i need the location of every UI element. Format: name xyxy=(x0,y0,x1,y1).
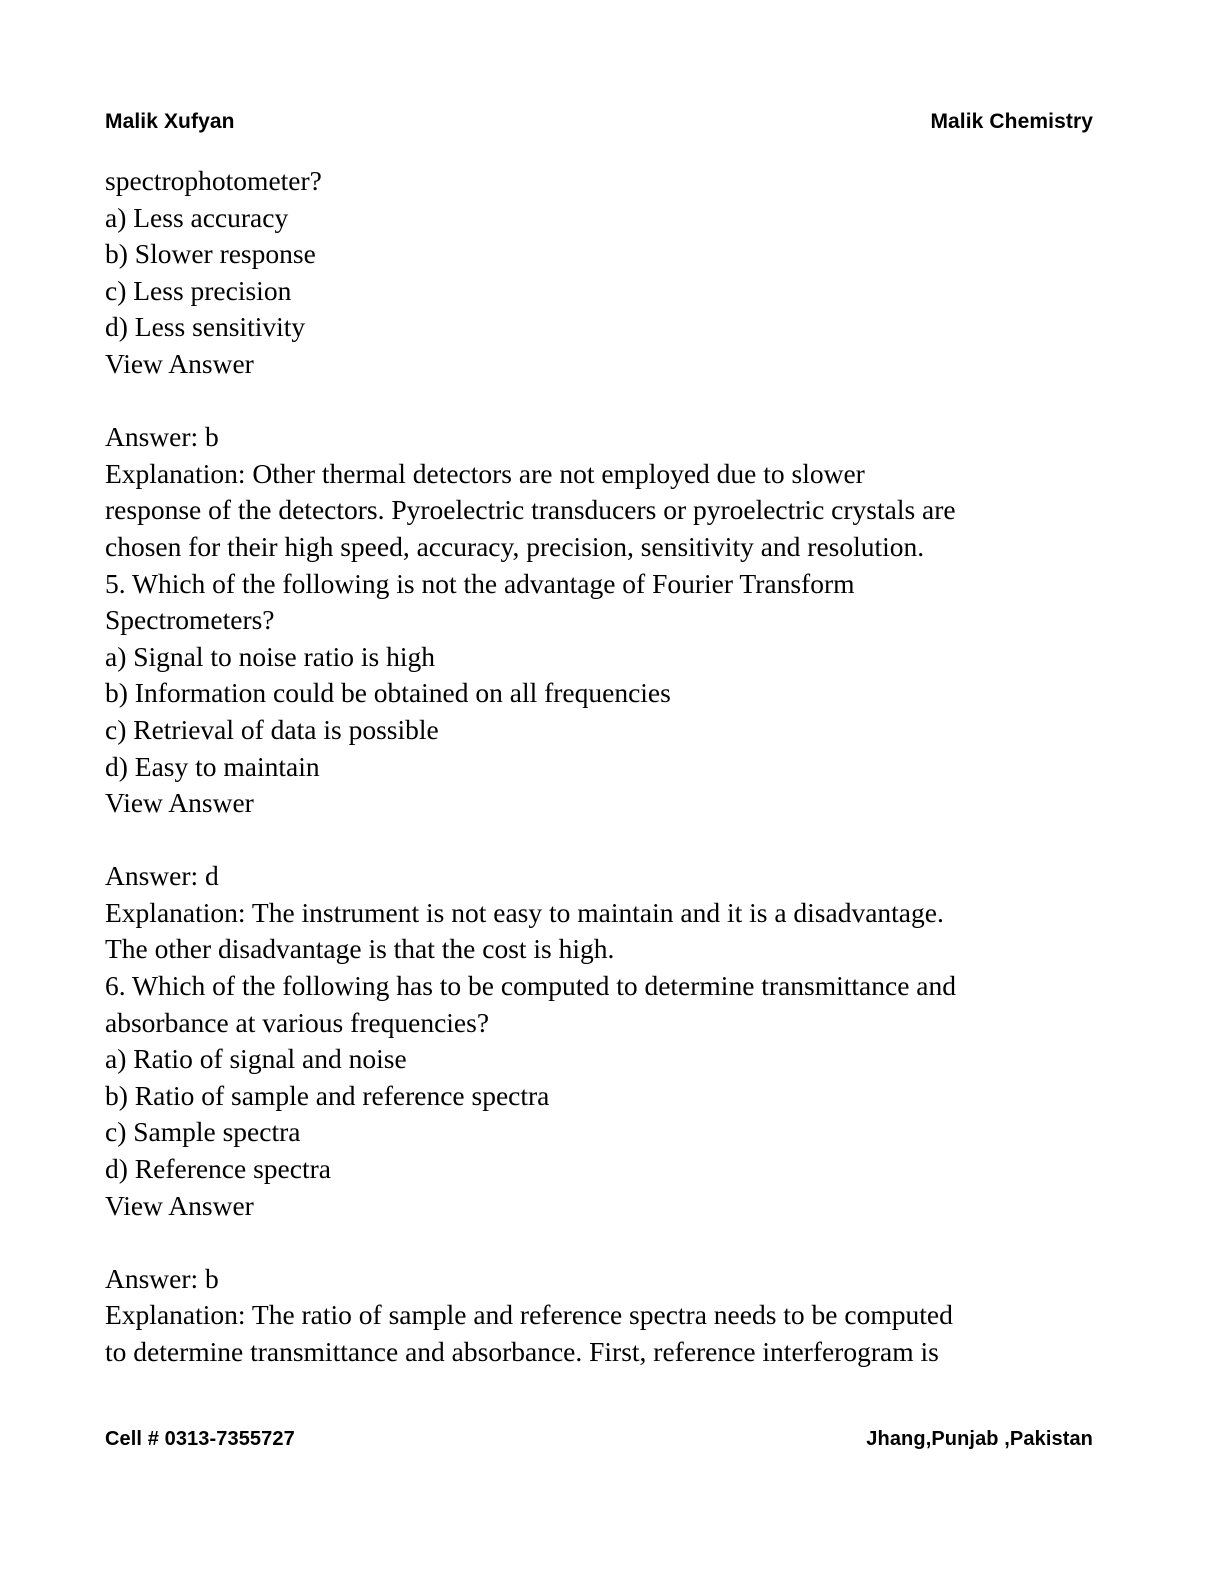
text-line: to determine transmittance and absorbance. First, reference interferogram is xyxy=(105,1336,939,1367)
text-line: b) Ratio of sample and reference spectra xyxy=(105,1079,550,1111)
text-line: d) Reference spectra xyxy=(105,1153,331,1185)
text-line: c) Sample spectra xyxy=(105,1116,301,1148)
page-header xyxy=(105,110,1093,134)
text-line: d) Less sensitivity xyxy=(105,311,306,343)
text-line: chosen for their high speed, accuracy, precision, sensitivity and resolution. xyxy=(105,530,925,562)
text-line: Explanation: Other thermal detectors are not employed due to slower xyxy=(105,457,865,489)
blank-line xyxy=(105,822,1100,859)
text-line: Answer: b xyxy=(105,421,219,453)
text-line: absorbance at various frequencies? xyxy=(105,1006,490,1038)
document-body xyxy=(105,163,1100,1371)
text-line: Explanation: The instrument is not easy to maintain and it is a disadvantage. xyxy=(105,896,944,928)
text-line: d) Easy to maintain xyxy=(105,750,320,782)
text-line: b) Information could be obtained on all frequencies xyxy=(105,677,671,709)
footer-location: Jhang,Punjab ,Pakistan xyxy=(866,1428,1093,1450)
text-line: 5. Which of the following is not the advantage of Fourier Transform xyxy=(105,567,855,599)
text-line: Spectrometers? xyxy=(105,604,275,636)
blank-line xyxy=(105,383,1100,420)
text-line: View Answer xyxy=(105,787,254,819)
text-line: spectrophotometer? xyxy=(105,165,322,196)
page-footer xyxy=(105,1428,1093,1451)
text-line: View Answer xyxy=(105,347,254,379)
text-line: a) Signal to noise ratio is high xyxy=(105,640,435,672)
text-line: c) Less precision xyxy=(105,274,292,306)
footer-contact: Cell # 0313-7355727 xyxy=(105,1428,295,1450)
text-line: 6. Which of the following has to be computed to determine transmittance and xyxy=(105,970,956,1002)
header-author: Malik Xufyan xyxy=(105,110,235,133)
text-line: Answer: d xyxy=(105,860,219,892)
text-line: View Answer xyxy=(105,1189,254,1221)
blank-line xyxy=(105,1224,1100,1261)
text-line: Answer: b xyxy=(105,1262,219,1294)
text-line: Explanation: The ratio of sample and reference spectra needs to be computed xyxy=(105,1299,953,1331)
header-subject: Malik Chemistry xyxy=(930,110,1093,133)
text-line: response of the detectors. Pyroelectric transducers or pyroelectric crystals are xyxy=(105,494,956,526)
text-line: b) Slower response xyxy=(105,238,316,270)
text-line: a) Less accuracy xyxy=(105,201,289,233)
text-line: a) Ratio of signal and noise xyxy=(105,1043,407,1075)
text-line: The other disadvantage is that the cost is high. xyxy=(105,933,615,965)
text-line: c) Retrieval of data is possible xyxy=(105,713,439,745)
